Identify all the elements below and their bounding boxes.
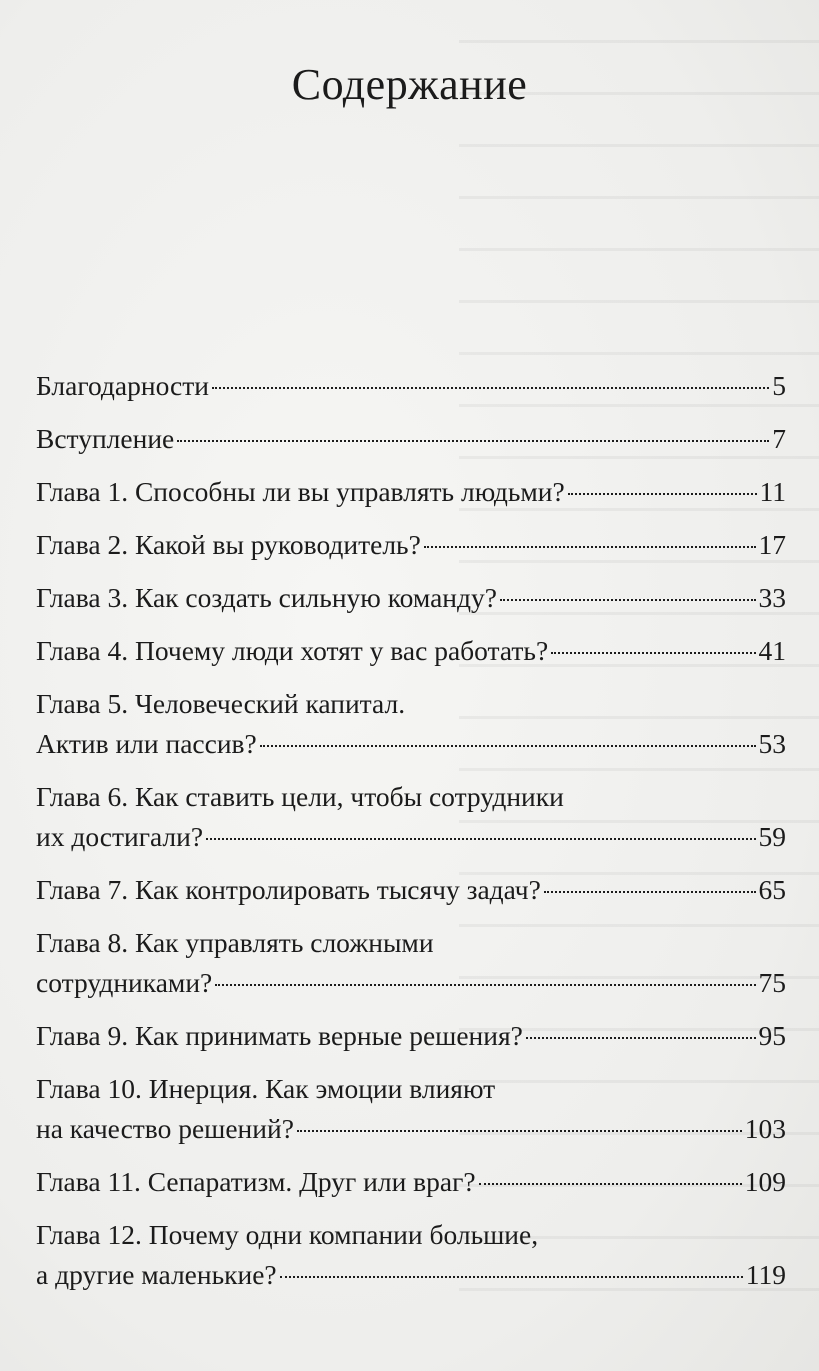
- dot-leader: [297, 1130, 742, 1132]
- toc-entry-row: [36, 419, 786, 459]
- toc-entry-title: Глава 3. Как создать сильную команду?: [36, 582, 497, 613]
- dot-leader: [551, 652, 755, 654]
- toc-entry-title-line: Глава 8. Как управлять сложными: [36, 927, 434, 958]
- toc-entry: [36, 366, 786, 406]
- toc-entry-title: Глава 4. Почему люди хотят у вас работать?: [36, 635, 549, 666]
- toc-entry: [36, 578, 786, 618]
- toc-entry-title: их достигали?: [36, 821, 204, 852]
- dot-leader: [212, 387, 769, 389]
- dot-leader: [215, 984, 755, 986]
- toc-entry-title: Глава 2. Какой вы руководитель?: [36, 529, 421, 560]
- toc-entry-title: Глава 7. Как контролировать тысячу задач?: [36, 874, 541, 905]
- toc-entry-title: Глава 11. Сепаратизм. Друг или враг?: [36, 1166, 476, 1197]
- toc-page-number: 103: [744, 1113, 786, 1144]
- toc-page-number: 33: [758, 582, 786, 613]
- toc-entry: [36, 1215, 786, 1295]
- toc-entry-row: [36, 1255, 786, 1295]
- dot-leader: [280, 1276, 743, 1278]
- toc-entry-row: [36, 578, 786, 618]
- toc-entry-row: [36, 472, 786, 512]
- toc-entry-row: [36, 1162, 786, 1202]
- toc-page-number: 109: [744, 1166, 786, 1197]
- toc-entry-row: [36, 870, 786, 910]
- toc-page-number: 75: [758, 967, 786, 998]
- toc-entry-title-line: Глава 10. Инерция. Как эмоции влияют: [36, 1073, 496, 1104]
- toc-entry-title-line: Глава 5. Человеческий капитал.: [36, 688, 406, 719]
- toc-page-number: 7: [772, 423, 786, 454]
- toc-entry: [36, 1069, 786, 1149]
- dot-leader: [544, 891, 756, 893]
- toc-page-number: 59: [758, 821, 786, 852]
- toc-page-number: 119: [745, 1259, 786, 1290]
- toc-entry: [36, 870, 786, 910]
- toc-entry: [36, 684, 786, 764]
- toc-entry: [36, 1162, 786, 1202]
- toc-entry-title: Глава 9. Как принимать верные решения?: [36, 1020, 523, 1051]
- toc-entry: [36, 472, 786, 512]
- toc-entry-title: сотрудниками?: [36, 967, 213, 998]
- toc-page-number: 41: [758, 635, 786, 666]
- toc-page-number: 5: [772, 370, 786, 401]
- toc-entry-row: [36, 724, 786, 764]
- toc-page-number: 11: [759, 476, 786, 507]
- toc-entry-title: на качество решений?: [36, 1113, 294, 1144]
- dot-leader: [568, 493, 757, 495]
- toc-entry-row: [36, 1016, 786, 1056]
- toc-entry-title-line: Глава 12. Почему одни компании большие,: [36, 1219, 539, 1250]
- dot-leader: [526, 1037, 756, 1039]
- dot-leader: [479, 1183, 742, 1185]
- toc-entry-row: [36, 525, 786, 565]
- toc-entry: [36, 923, 786, 1003]
- page-title: Содержание: [291, 60, 528, 110]
- toc-entry-row: [36, 366, 786, 406]
- toc-entry-title: Актив или пассив?: [36, 728, 257, 759]
- table-of-contents: [36, 366, 786, 1295]
- toc-page-number: 17: [758, 529, 786, 560]
- toc-entry-row: [36, 631, 786, 671]
- dot-leader: [260, 745, 756, 747]
- toc-entry-row: [36, 1109, 786, 1149]
- toc-entry-title: Вступление: [36, 423, 175, 454]
- toc-entry: [36, 777, 786, 857]
- toc-entry-row: [36, 963, 786, 1003]
- dot-leader: [500, 599, 756, 601]
- dot-leader: [177, 440, 769, 442]
- toc-entry-title: Глава 1. Способны ли вы управлять людьми?: [36, 476, 565, 507]
- toc-entry-title-line: Глава 6. Как ставить цели, чтобы сотрудники: [36, 781, 564, 812]
- dot-leader: [206, 838, 755, 840]
- toc-page-number: 53: [758, 728, 786, 759]
- toc-entry-row: [36, 817, 786, 857]
- dot-leader: [424, 546, 756, 548]
- toc-entry-title: Благодарности: [36, 370, 209, 401]
- toc-page-number: 65: [758, 874, 786, 905]
- toc-entry: [36, 419, 786, 459]
- toc-entry: [36, 525, 786, 565]
- toc-entry: [36, 631, 786, 671]
- toc-page-number: 95: [758, 1020, 786, 1051]
- toc-entry: [36, 1016, 786, 1056]
- toc-entry-title: а другие маленькие?: [36, 1259, 277, 1290]
